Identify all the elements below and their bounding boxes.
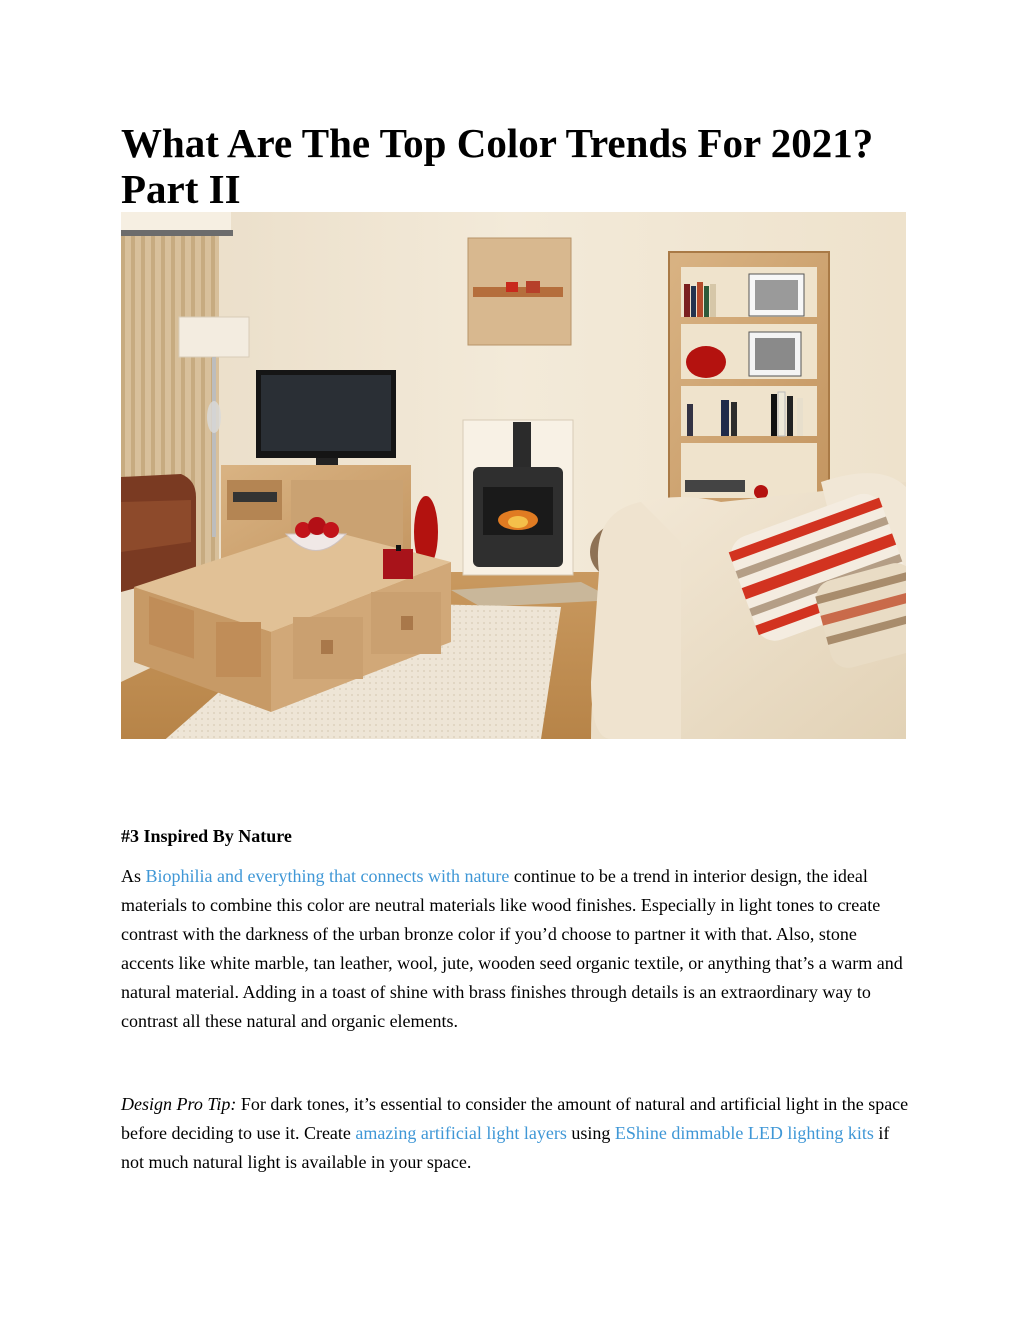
article-title (121, 120, 921, 212)
paragraph-nature-body: continue to be a trend in interior design, the ideal materials to combine this color are neutral materials like wood finishes. Especially in light tones to create contrast with the darkness of the urban bronze color if you’d choose to partner it with that. Also, stone accents like white marble, tan leather, wool, jute, wooden seed organic textile, or anything that’s a warm and natural material. Adding in a toast of shine with brass finishes through details is an extraordinary way to contrast all these natural and organic elements. (121, 866, 903, 1031)
biophilia-link[interactable]: Biophilia and everything that connects with nature (145, 866, 510, 886)
paragraph-pro-tip (121, 1090, 911, 1177)
pro-tip-text-2: using (566, 1123, 615, 1143)
living-room-photo (121, 212, 906, 739)
section-heading: #3 Inspired By Nature (121, 826, 292, 846)
title-line-1: What Are The Top Color Trends For 2021? (121, 120, 874, 166)
pro-tip-text-3: if not much natural light is available in your space. (121, 1123, 890, 1172)
light-layers-link[interactable]: amazing artificial light layers (355, 1123, 567, 1143)
pro-tip-label: Design Pro Tip: (121, 1094, 237, 1114)
pro-tip-text-1: For dark tones, it’s essential to consider the amount of natural and artificial light in the space before deciding to use it. Create (121, 1094, 909, 1143)
title-line-2: Part II (121, 166, 241, 212)
eshine-kits-link[interactable]: EShine dimmable LED lighting kits (614, 1123, 874, 1143)
paragraph-nature-lead: As (121, 866, 146, 886)
paragraph-nature (121, 862, 911, 1036)
